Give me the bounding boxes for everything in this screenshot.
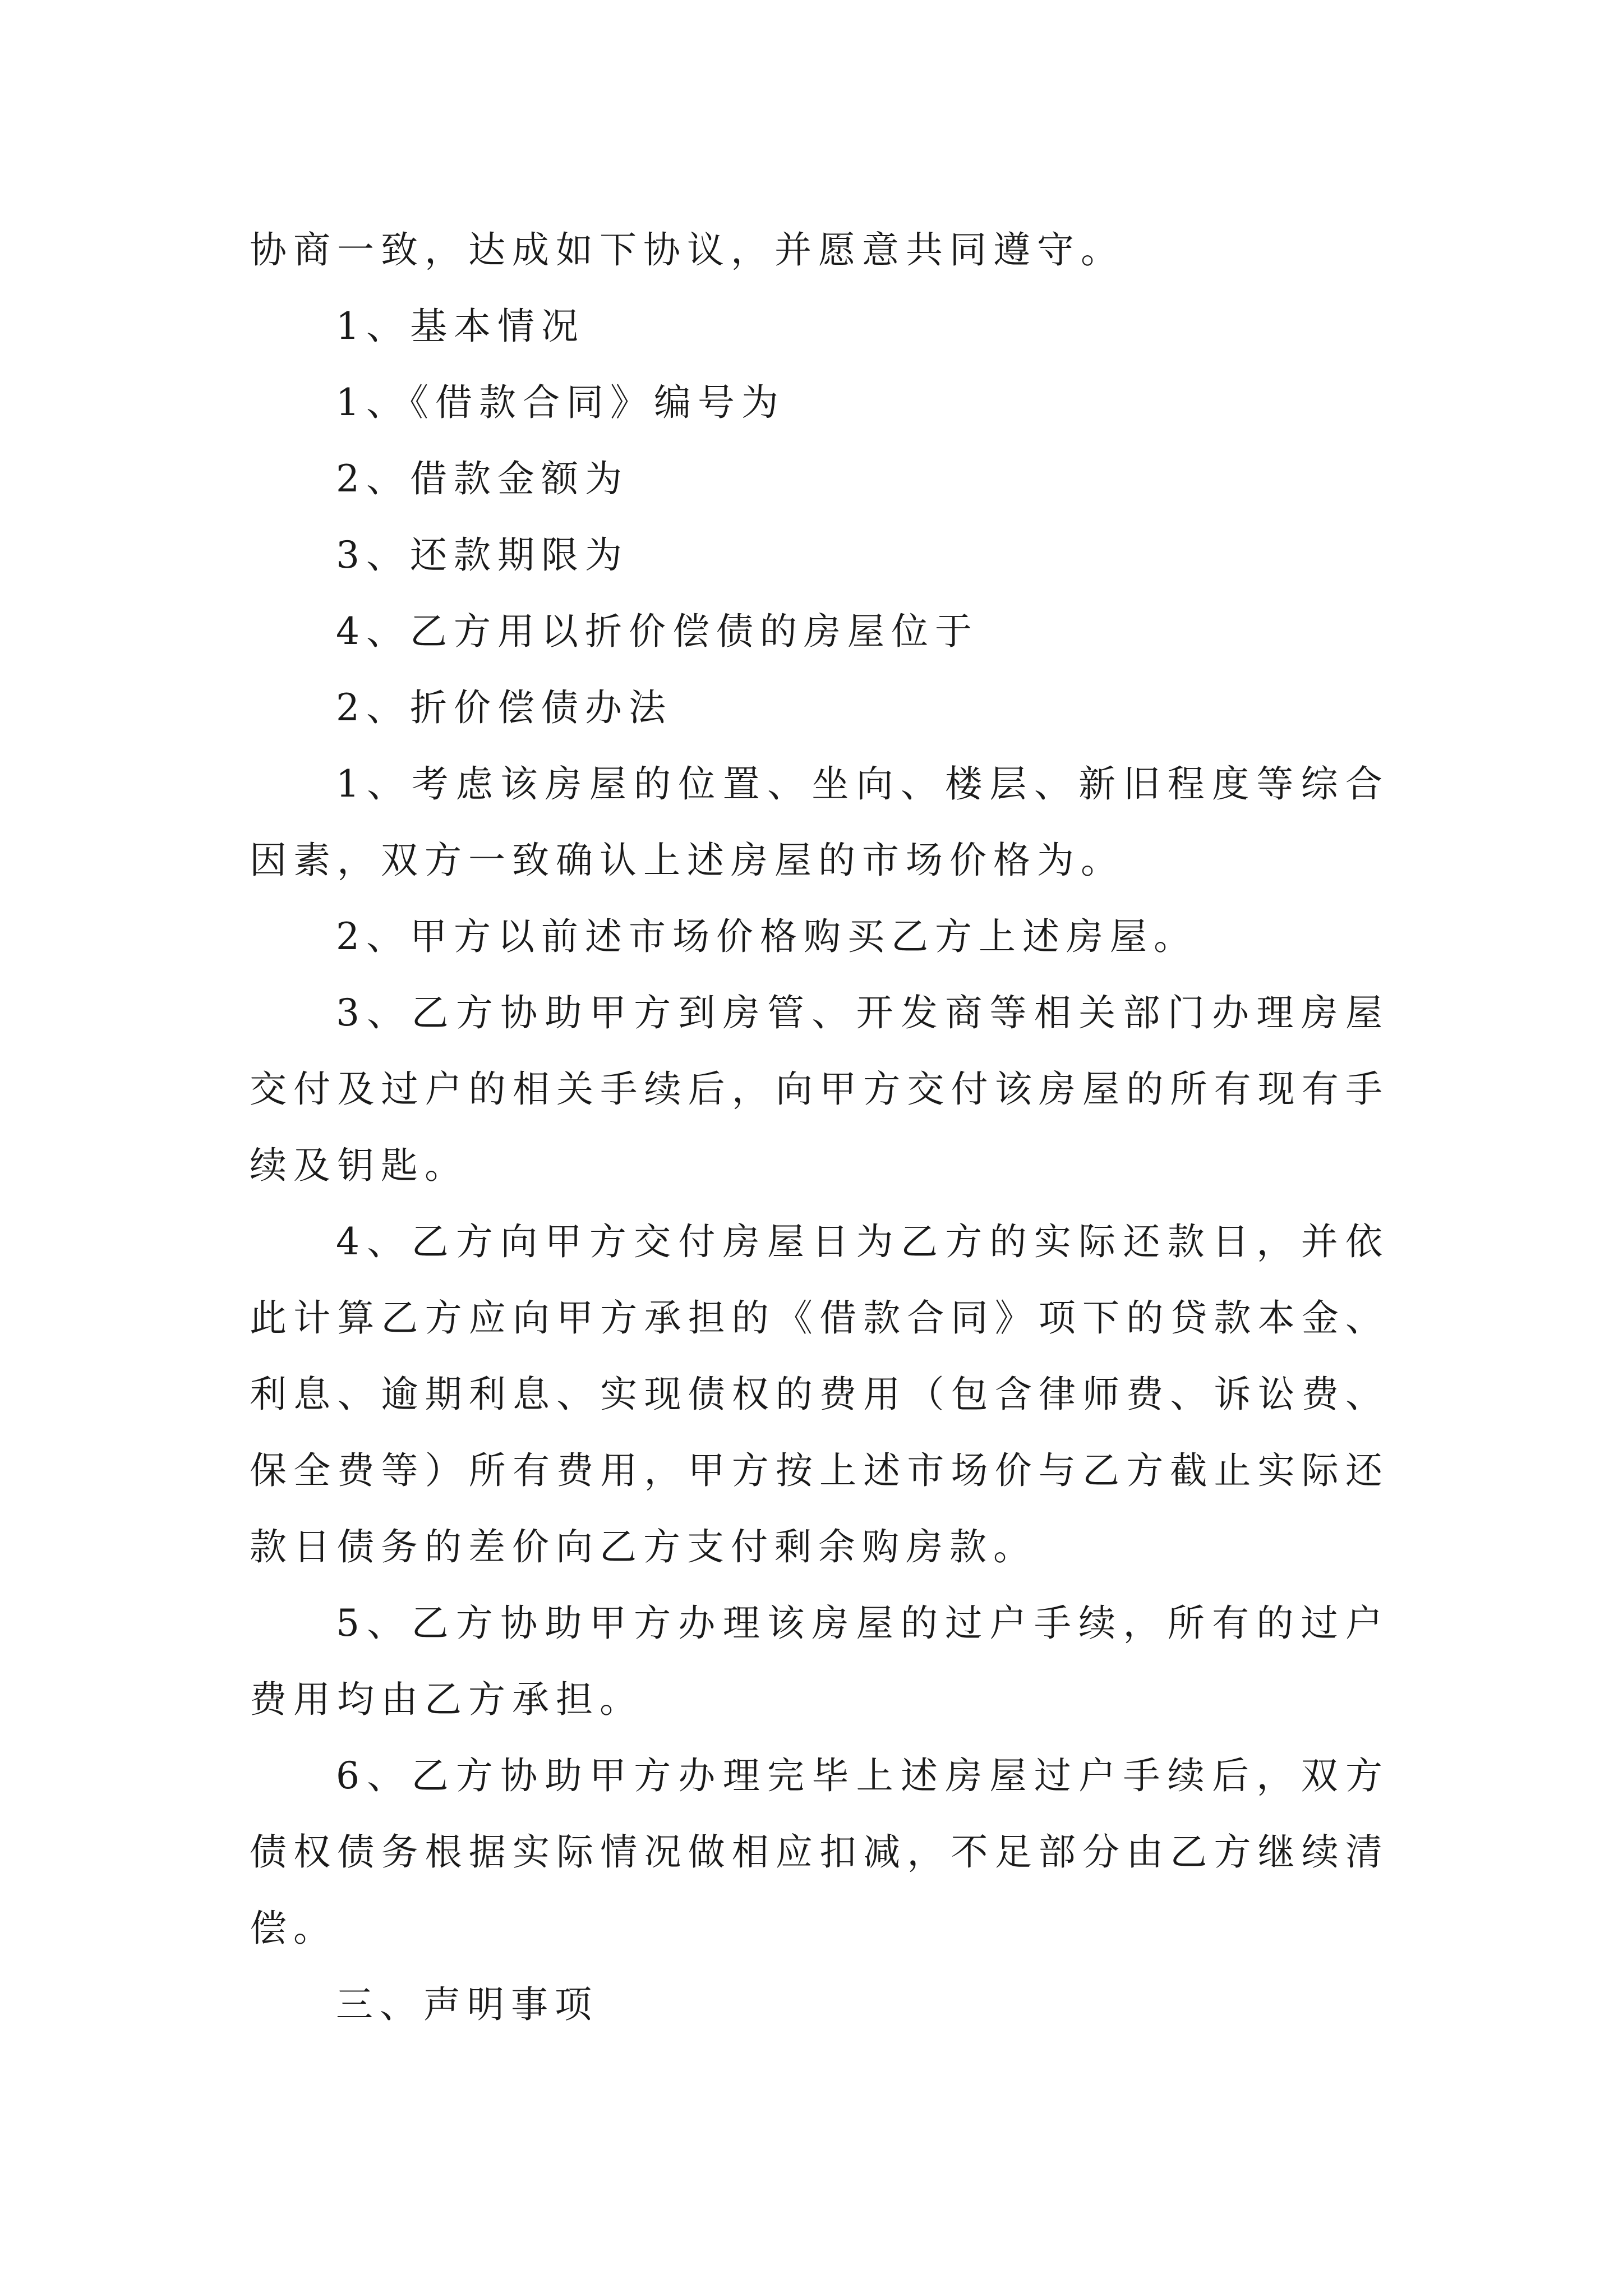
paragraph: 2、借款金额为 — [336, 457, 629, 500]
paragraph: 1、考虑该房屋的位置、坐向、楼层、新旧程度等综合因素，双方一致确认上述房屋的市场价格为。 — [250, 762, 1389, 882]
document-body — [250, 212, 1389, 2043]
paragraph: 3、乙方协助甲方到房管、开发商等相关部门办理房屋交付及过户的相关手续后，向甲方交付该房屋的所有现有手续及钥匙。 — [250, 991, 1389, 1187]
paragraph: 4、乙方向甲方交付房屋日为乙方的实际还款日，并依此计算乙方应向甲方承担的《借款合同》项下的贷款本金、利息、逾期利息、实现债权的费用（包含律师费、诉讼费、保全费等）所有费用，甲方按上述市场价与乙方截止实际还款日债务的差价向乙方支付剩余购房款。 — [250, 1220, 1389, 1568]
paragraph: 4、乙方用以折价偿债的房屋位于 — [336, 610, 979, 653]
paragraph: 2、甲方以前述市场价格购买乙方上述房屋。 — [336, 915, 1197, 958]
section-heading-basic-info: 1、基本情况 — [336, 305, 585, 348]
paragraph: 5、乙方协助甲方办理该房屋的过户手续，所有的过户费用均由乙方承担。 — [250, 1602, 1389, 1721]
section-heading-method: 2、折价偿债办法 — [336, 686, 672, 729]
paragraph: 协商一致，达成如下协议，并愿意共同遵守。 — [250, 228, 1124, 272]
paragraph: 6、乙方协助甲方办理完毕上述房屋过户手续后，双方债权债务根据实际情况做相应扣减，不足部分由乙方继续清偿。 — [250, 1754, 1389, 1950]
section-heading-declarations: 三、声明事项 — [336, 1983, 598, 2026]
paragraph: 3、还款期限为 — [336, 533, 629, 577]
paragraph: 1、《借款合同》编号为 — [336, 381, 785, 424]
